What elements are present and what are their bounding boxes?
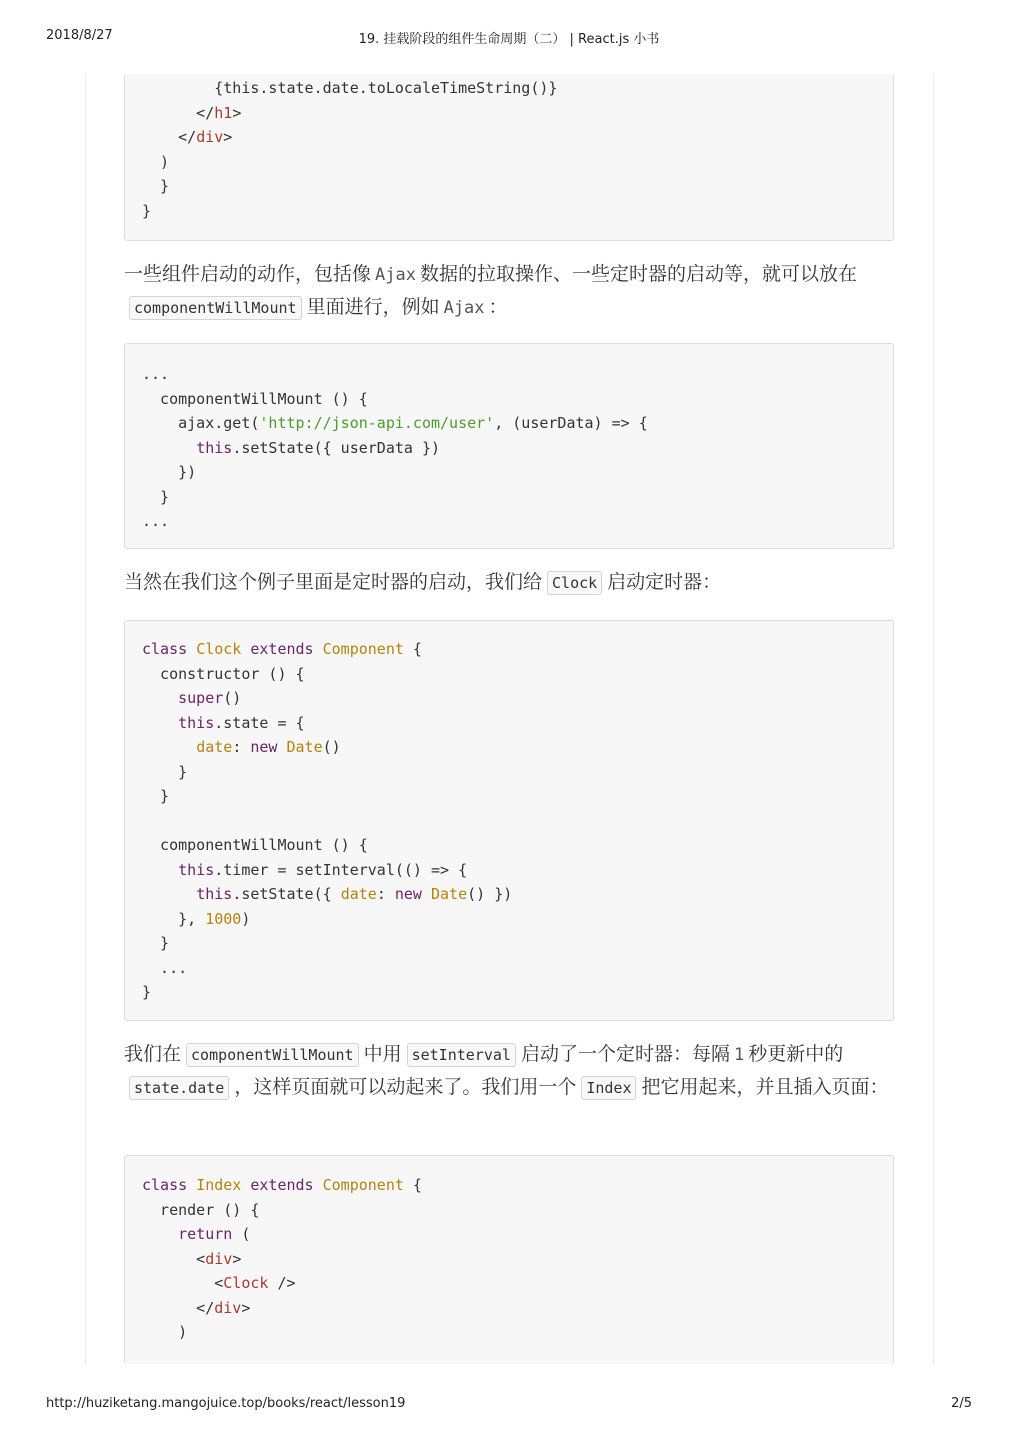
code-block-clock-class bbox=[124, 620, 894, 1021]
inline-code: componentWillMount bbox=[186, 1043, 359, 1067]
inline-code: Ajax bbox=[443, 297, 485, 318]
code-line: {this.state.date.toLocaleTimeString()} bbox=[142, 79, 558, 97]
code-line: <div> bbox=[142, 1249, 242, 1268]
code-line: </div> bbox=[142, 128, 233, 146]
print-url: http://huziketang.mangojuice.top/books/react/lesson19 bbox=[46, 1396, 406, 1411]
paragraph-clock-timer: 当然在我们这个例子里面是定时器的启动，我们给 Clock 启动定时器： bbox=[124, 571, 722, 593]
inline-code: setInterval bbox=[407, 1043, 516, 1067]
code-line: ) bbox=[142, 152, 170, 171]
code-line: <Clock /> bbox=[142, 1274, 296, 1292]
print-page-title: 19. 挂载阶段的组件生命周期（二） | React.js 小书 bbox=[358, 32, 660, 47]
code-line: constructor () { bbox=[142, 664, 305, 683]
code-line: componentWillMount () { bbox=[142, 836, 368, 854]
code-line: } bbox=[142, 787, 170, 805]
code-line: } bbox=[142, 201, 152, 220]
code-line: return ( bbox=[178, 1225, 251, 1243]
code-line: this.timer = setInterval(() => { bbox=[178, 860, 468, 879]
print-date: 2018/8/27 bbox=[46, 28, 113, 43]
code-line: ... bbox=[142, 958, 188, 977]
code-line: }) bbox=[142, 463, 197, 481]
code-line: render () { bbox=[142, 1200, 260, 1219]
code-block-clock-render-tail bbox=[124, 74, 894, 241]
code-line bbox=[142, 809, 876, 834]
code-line: date: new Date() bbox=[196, 738, 341, 756]
code-line: }, 1000) bbox=[142, 909, 251, 928]
code-line: } bbox=[142, 762, 188, 781]
inline-code: Index bbox=[581, 1076, 636, 1100]
inline-code: componentWillMount bbox=[129, 296, 302, 320]
inline-code: Clock bbox=[547, 571, 602, 595]
code-line: class Index extends Component { bbox=[142, 1176, 422, 1194]
code-line: </h1> bbox=[142, 103, 242, 122]
code-block-ajax-example bbox=[124, 343, 894, 549]
inline-code: 1 bbox=[733, 1045, 745, 1065]
code-line: </div> bbox=[142, 1298, 251, 1317]
code-line: ... bbox=[142, 512, 170, 530]
inline-code: Ajax bbox=[375, 265, 416, 285]
code-line: super() bbox=[178, 689, 242, 707]
code-line: } bbox=[142, 177, 170, 195]
code-block-index-class bbox=[124, 1155, 894, 1364]
code-line: } bbox=[142, 934, 170, 952]
code-line: ... bbox=[142, 365, 170, 383]
code-line: class Clock extends Component { bbox=[142, 640, 422, 658]
code-line: } bbox=[142, 487, 170, 506]
code-line: ajax.get('http://json-api.com/user', (userData) => { bbox=[142, 414, 648, 432]
page-number: 2/5 bbox=[951, 1396, 972, 1411]
code-line: this.setState({ date: new Date() }) bbox=[196, 885, 513, 903]
code-line: } bbox=[142, 983, 152, 1001]
inline-code: state.date bbox=[129, 1076, 229, 1100]
code-line: this.setState({ userData }) bbox=[196, 438, 441, 457]
code-line: this.state = { bbox=[178, 713, 305, 732]
paragraph-setinterval-explain: 我们在 componentWillMount 中用 setInterval 启动了一个定时器：每隔 1 秒更新中的state.date ，这样页面就可以动起来了。我们用一个 Index 把它用起来，并且插入页面： bbox=[124, 1043, 889, 1098]
code-line: ) bbox=[142, 1323, 188, 1341]
paragraph-ajax-intro: 一些组件启动的动作，包括像 Ajax 数据的拉取操作、一些定时器的启动等，就可以放在componentWillMount 里面进行，例如 Ajax ： bbox=[124, 263, 857, 318]
code-line: componentWillMount () { bbox=[142, 389, 368, 408]
